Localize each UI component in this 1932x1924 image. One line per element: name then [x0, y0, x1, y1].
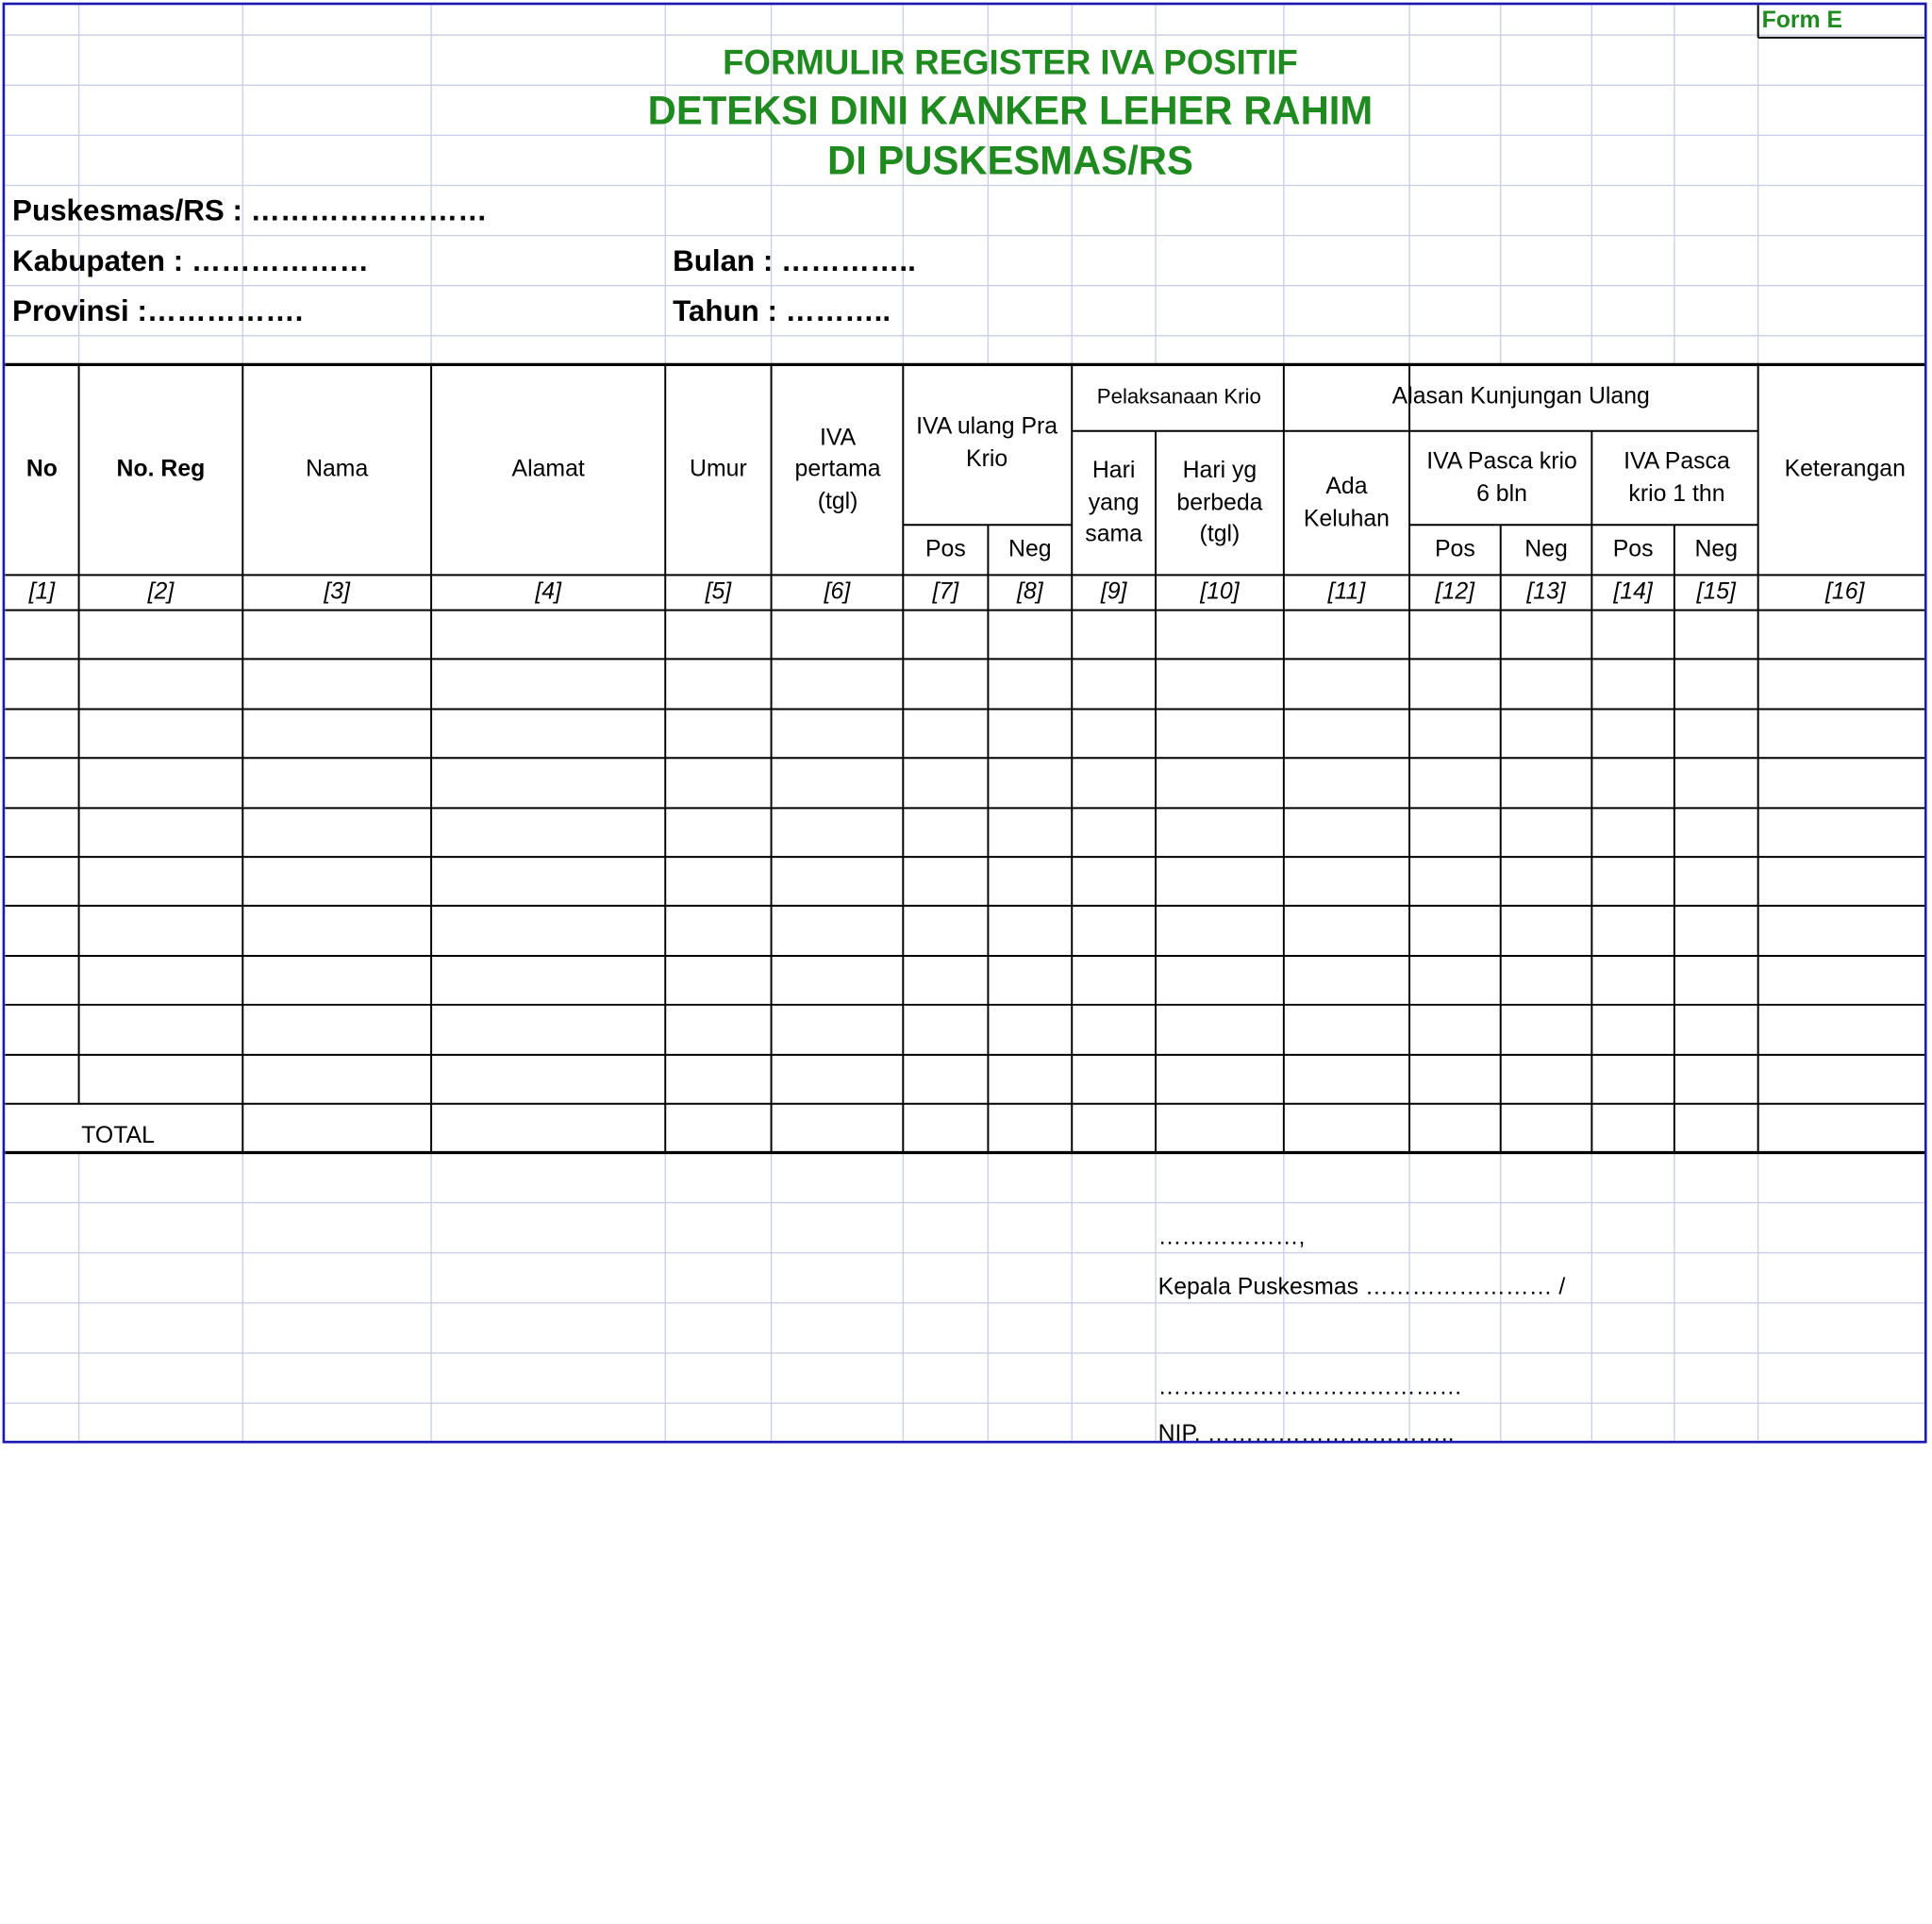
column-number: [16]: [1825, 578, 1865, 606]
header-neg-iva-ulang: Neg: [1008, 536, 1052, 563]
header-keterangan: Keterangan: [1784, 456, 1906, 483]
signature-nip[interactable]: NIP. …………………………..: [1158, 1420, 1455, 1444]
header-pasca-1: IVA Pasca krio 1 thn: [1624, 448, 1730, 508]
header-pos-pasca-6: Pos: [1435, 536, 1475, 563]
puskesmas-field[interactable]: Puskesmas/RS : ……………………: [12, 193, 488, 228]
form-label: Form E: [1761, 7, 1843, 34]
header-no: No: [25, 456, 58, 483]
header-alamat: Alamat: [511, 456, 585, 483]
bulan-field[interactable]: Bulan : …………..: [673, 243, 916, 278]
kabupaten-field[interactable]: Kabupaten : ………………: [12, 243, 369, 278]
signature-name-line[interactable]: …………………………………: [1158, 1374, 1463, 1401]
column-number: [6]: [824, 578, 851, 606]
header-pasca-6: IVA Pasca krio 6 bln: [1426, 448, 1577, 508]
column-number: [7]: [932, 578, 959, 606]
header-neg-pasca-1: Neg: [1694, 536, 1739, 563]
column-number: [1]: [28, 578, 56, 606]
column-number: [15]: [1696, 578, 1736, 606]
header-pos-pasca-1: Pos: [1612, 536, 1654, 563]
title-line-2: DETEKSI DINI KANKER LEHER RAHIM: [647, 87, 1374, 133]
provinsi-field[interactable]: Provinsi :…………….: [12, 294, 304, 328]
tahun-field[interactable]: Tahun : ………..: [673, 294, 891, 328]
form-frame: [3, 3, 1927, 1444]
column-number: [13]: [1526, 578, 1566, 606]
header-hari-beda: Hari yg berbeda (tgl): [1176, 457, 1263, 548]
header-umur: Umur: [690, 456, 747, 483]
column-number: [12]: [1435, 578, 1475, 606]
column-number: [8]: [1017, 578, 1043, 606]
signature-kepala[interactable]: Kepala Puskesmas …………………… /: [1158, 1274, 1566, 1301]
header-no-reg: No. Reg: [116, 456, 206, 483]
title-line-1: FORMULIR REGISTER IVA POSITIF: [723, 42, 1298, 82]
header-alasan: Alasan Kunjungan Ulang: [1391, 383, 1650, 410]
title-line-3: DI PUSKESMAS/RS: [827, 138, 1193, 183]
column-number: [5]: [705, 578, 732, 606]
header-neg-pasca-6: Neg: [1524, 536, 1568, 563]
header-iva-ulang: IVA ulang Pra Krio: [916, 413, 1058, 473]
column-number: [4]: [535, 578, 561, 606]
total-label: TOTAL: [81, 1122, 155, 1149]
header-nama: Nama: [306, 456, 369, 483]
column-number: [11]: [1327, 578, 1366, 606]
header-ada-keluhan: Ada Keluhan: [1303, 473, 1390, 532]
signature-place-date[interactable]: ………………,: [1158, 1224, 1306, 1251]
header-pos-iva-ulang: Pos: [924, 536, 966, 563]
column-number: [3]: [324, 578, 350, 606]
column-number: [10]: [1200, 578, 1240, 606]
column-number: [2]: [147, 578, 175, 606]
column-number: [14]: [1613, 578, 1653, 606]
header-pelaksanaan: Pelaksanaan Krio: [1096, 384, 1261, 409]
column-number: [9]: [1100, 578, 1127, 606]
header-iva-pertama: IVA pertama (tgl): [794, 424, 881, 515]
header-hari-sama: Hari yang sama: [1085, 457, 1142, 548]
